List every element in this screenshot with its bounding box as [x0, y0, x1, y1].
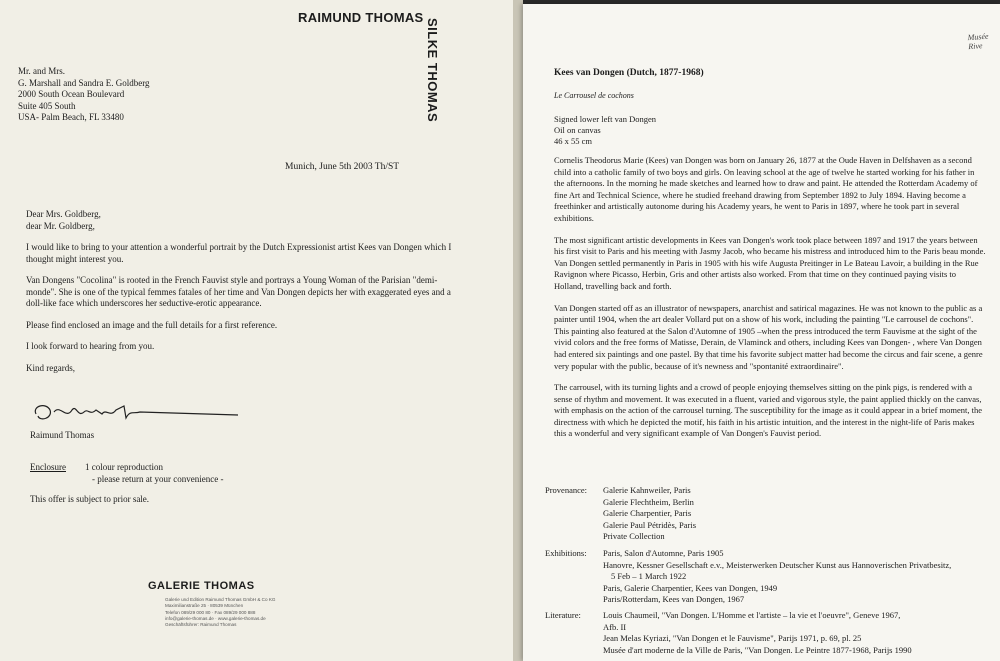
work-info — [554, 114, 656, 147]
gallery-detail-line: Geschäftsführer: Raimund Thomas — [165, 622, 237, 628]
literature-item: Jean Melas Kyriazi, "Van Dongen et le Fauvisme", Parijs 1971, p. 69, pl. 25 — [603, 633, 862, 644]
letterhead-brand-vertical: SILKE THOMAS — [425, 18, 440, 123]
bio-paragraph: Cornelis Theodorus Marie (Kees) van Dongen was born on January 26, 1877 at the Oude Haven in Delfshaven as a second child into a catholic family of two boys and girls. On leaving school at the age of twelve he started working for his father in the afternoons. In the morning he made sketches and learned how to draw and paint. He attended the Rotterdam Academy of fine Art and Technical Science, where he studied freehand drawing from September 1892 to July 1894. Having become a freethinker and artistically autonome during his Academy years, he went to Paris in 1897, where he took part in several exhibitions. — [554, 155, 978, 223]
gallery-details — [165, 597, 305, 628]
provenance-item: Private Collection — [603, 531, 665, 542]
address-line: Suite 405 South — [18, 100, 76, 111]
enclosure-block — [30, 462, 223, 485]
letter-date: Munich, June 5th 2003 Th/ST — [285, 162, 400, 172]
provenance-label: Provenance: — [545, 485, 588, 495]
exhibition-item: 5 Feb – 1 March 1922 — [611, 571, 687, 582]
biography-text — [554, 155, 986, 450]
provenance-item: Galerie Kahnweiler, Paris — [603, 485, 691, 495]
provenance-item: Galerie Charpentier, Paris — [603, 508, 692, 519]
info-line: Oil on canvas — [554, 125, 601, 135]
provenance-list — [603, 485, 998, 543]
letterhead-brand: RAIMUND THOMAS — [298, 10, 424, 25]
letter-paragraph: I look forward to hearing from you. — [26, 341, 155, 351]
artwork-fact-sheet — [523, 4, 1000, 661]
letter-paragraph: Van Dongens "Cocolina" is rooted in the French Fauvist style and portrays a Young Woman of the Parisian "demi-monde". She is one of the typical femmes fatales of her time and Van Dongen depicts her with exaggerated eyes and a doll-like face which underscores her seductive-erotic appearance. — [26, 275, 451, 308]
provenance-item: Galerie Paul Pétridès, Paris — [603, 519, 697, 530]
bio-paragraph: The most significant artistic developments in Kees van Dongen's work took place between 1897 and 1917 the years between his first visit to Paris and his meeting with Jasmy Jacob, who became his mistress and introduced him to the Paris beau monde. Van Dongen settled permanently in Paris in 1905 with his wife Augusta Preitinger in Le Bateau Lavoir, a building in the Rue Ravignon where Picasso, Herbin, Gris and other artists also worked. From that time on they continued paying visits to Holland, travelling back and forth. — [554, 234, 986, 291]
exhibitions-label: Exhibitions: — [545, 548, 587, 558]
address-line: G. Marshall and Sandra E. Goldberg — [18, 77, 150, 88]
gallery-detail-line: info@galerie-thomas.de · www.galerie-thomas.de — [165, 615, 266, 621]
letter-body — [26, 209, 456, 384]
literature-label: Literature: — [545, 610, 581, 620]
letter-paragraph: I would like to bring to your attention a wonderful portrait by the Dutch Expressionist artist Kees van Dongen which I thought might interest you. — [26, 242, 452, 264]
info-line: 46 x 55 cm — [554, 136, 593, 146]
closing: Kind regards, — [26, 362, 75, 373]
handwritten-note: Musée Rive — [967, 31, 989, 52]
exhibitions-list — [603, 548, 998, 606]
exhibition-item: Hanovre, Kessner Gesellschaft e.v., Meisterwerken Deutscher Kunst aus Hannoverischen Privatbesitz, — [603, 559, 952, 570]
gallery-name: GALERIE THOMAS — [148, 580, 255, 592]
signature-image — [28, 396, 248, 426]
address-line: Mr. and Mrs. — [18, 66, 65, 76]
info-line: Signed lower left van Dongen — [554, 114, 656, 124]
enclosure-note: - please return at your convenience - — [92, 473, 224, 484]
literature-list — [603, 610, 998, 656]
salutation: Dear Mrs. Goldberg, dear Mr. Goldberg, — [26, 209, 101, 231]
bio-paragraph: The carrousel, with its turning lights and a crowd of people enjoying themselves sitting on the pink pigs, is rendered with a sense of rhythm and movement. It was executed in a fluent, varied and vigorous style, the paint applied thickly on the canvas, with emphasis on the action of the carrousel turning. The susceptibility for the image as it could appear in a brief moment, the directness with which he depicted the motif, his faith in his artistic intuition, and the interest in the night-life of Paris makes this a wonderful and very significant example of Van Dongen's Fauvist period. — [554, 382, 983, 439]
enclosure-label: Enclosure — [30, 462, 66, 472]
bio-paragraph: Van Dongen started off as an illustrator of newspapers, anarchist and satirical magazines. He was not known to the public as a painter until 1904, when the art dealer Vollard put on a show of his work, including the painting "Le carrousel de cochons". This painting also featured at the Salon d'Automne of 1905 –when the press introduced the term Fauvisme at the sight of the vivid colors and the free forms of Matisse, Derain, de Vlaminck and others, including Kees van Dongen- , where Van Dongen had entered six paintings and one pastel. By that time his favorite subject matter had become the circus and fair scene, a genre very popular with the public, because of it's newness and "spontanité extraordinaire". — [554, 302, 983, 371]
exhibition-item: Paris, Salon d'Automne, Paris 1905 — [603, 548, 724, 558]
letter-paragraph: Please find enclosed an image and the full details for a first reference. — [26, 319, 278, 330]
work-title: Le Carrousel de cochons — [554, 91, 634, 100]
page-gap — [513, 0, 523, 661]
gallery-detail-line: Telefon 089/29 000 80 · Fax 089/29 000 888 — [165, 609, 256, 615]
artist-title: Kees van Dongen (Dutch, 1877-1968) — [554, 68, 704, 78]
recipient-address — [18, 66, 150, 124]
signature-name: Raimund Thomas — [30, 430, 95, 440]
literature-item: Afb. II — [603, 621, 627, 632]
enclosure-item: 1 colour reproduction — [85, 462, 163, 472]
literature-item: Musée d'art moderne de la Ville de Paris, "Van Dongen. Le Peintre 1877-1968, Parijs 1990 — [603, 644, 912, 655]
literature-item: Louis Chaumeil, "Van Dongen. L'Homme et l'artiste – la vie et l'oeuvre", Geneve 1967, — [603, 610, 901, 620]
gallery-detail-line: Galerie und Edition Raimund Thomas GmbH & Co KG — [165, 597, 276, 602]
provenance-item: Galerie Flechtheim, Berlin — [603, 496, 694, 507]
gallery-detail-line: Maximilianstraße 25 · 80539 München — [165, 603, 244, 609]
address-line: 2000 South Ocean Boulevard — [18, 89, 125, 100]
exhibition-item: Paris, Galerie Charpentier, Kees van Dongen, 1949 — [603, 582, 778, 593]
offer-note: This offer is subject to prior sale. — [30, 494, 150, 504]
exhibition-item: Paris/Rotterdam, Kees van Dongen, 1967 — [603, 594, 745, 605]
address-line: USA- Palm Beach, FL 33480 — [18, 112, 124, 123]
